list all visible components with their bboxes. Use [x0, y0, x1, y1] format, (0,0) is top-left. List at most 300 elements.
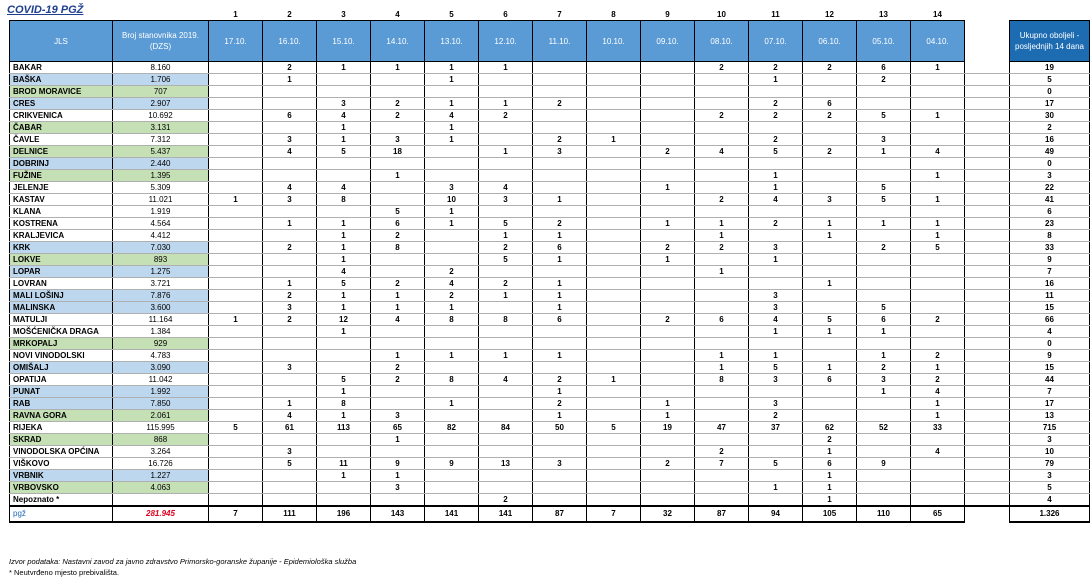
case-count-cell	[911, 278, 965, 290]
case-count-cell	[641, 86, 695, 98]
table-row	[10, 314, 1090, 326]
case-count-cell: 1	[533, 290, 587, 302]
case-count-cell: 8	[479, 314, 533, 326]
case-count-cell: 2	[371, 278, 425, 290]
header-date: 11.10.	[533, 21, 587, 62]
table-row	[10, 206, 1090, 218]
case-count-cell	[695, 182, 749, 194]
municipality-name: KRALJEVICA	[10, 230, 113, 242]
day-number: 4	[395, 9, 400, 19]
case-count-cell: 2	[263, 62, 317, 74]
table-row	[10, 74, 1090, 86]
case-count-cell	[209, 122, 263, 134]
case-count-cell	[857, 158, 911, 170]
case-count-cell: 1	[425, 98, 479, 110]
case-count-cell: 5	[317, 278, 371, 290]
case-count-cell	[803, 134, 857, 146]
sum-count-cell: 7	[209, 506, 263, 522]
case-count-cell	[911, 254, 965, 266]
case-count-cell	[263, 170, 317, 182]
municipality-name: CRES	[10, 98, 113, 110]
case-count-cell	[641, 338, 695, 350]
sum-total: 1.326	[1010, 506, 1090, 522]
case-count-cell: 3	[803, 194, 857, 206]
case-count-cell	[749, 230, 803, 242]
municipality-name: MATULJI	[10, 314, 113, 326]
case-count-cell	[479, 434, 533, 446]
case-count-cell: 1	[209, 314, 263, 326]
case-count-cell	[587, 206, 641, 218]
case-count-cell	[857, 230, 911, 242]
case-count-cell	[371, 446, 425, 458]
population-cell: 5.309	[113, 182, 209, 194]
municipality-name: KASTAV	[10, 194, 113, 206]
case-count-cell: 47	[695, 422, 749, 434]
case-count-cell	[263, 230, 317, 242]
case-count-cell	[209, 398, 263, 410]
case-count-cell: 6	[533, 314, 587, 326]
case-count-cell	[209, 134, 263, 146]
case-count-cell	[371, 266, 425, 278]
case-count-cell: 3	[263, 134, 317, 146]
case-count-cell	[425, 434, 479, 446]
case-count-cell	[911, 302, 965, 314]
case-count-cell	[263, 158, 317, 170]
case-count-cell	[425, 338, 479, 350]
case-count-cell: 4	[911, 146, 965, 158]
population-cell: 4.564	[113, 218, 209, 230]
total-cell: 41	[1010, 194, 1090, 206]
total-cell: 715	[1010, 422, 1090, 434]
population-cell: 4.783	[113, 350, 209, 362]
case-count-cell: 6	[263, 110, 317, 122]
total-cell: 4	[1010, 326, 1090, 338]
case-count-cell	[803, 122, 857, 134]
total-cell: 44	[1010, 374, 1090, 386]
municipality-name: CRIKVENICA	[10, 110, 113, 122]
case-count-cell	[641, 362, 695, 374]
case-count-cell	[263, 386, 317, 398]
day-number: 5	[449, 9, 454, 19]
case-count-cell	[695, 398, 749, 410]
sum-count-cell: 87	[695, 506, 749, 522]
municipality-name: KOSTRENA	[10, 218, 113, 230]
case-count-cell	[209, 182, 263, 194]
case-count-cell	[263, 374, 317, 386]
case-count-cell	[749, 434, 803, 446]
case-count-cell	[479, 74, 533, 86]
case-count-cell: 6	[857, 314, 911, 326]
case-count-cell	[911, 266, 965, 278]
population-cell: 11.021	[113, 194, 209, 206]
case-count-cell: 2	[803, 146, 857, 158]
total-cell: 0	[1010, 86, 1090, 98]
case-count-cell	[479, 338, 533, 350]
municipality-name: RIJEKA	[10, 422, 113, 434]
case-count-cell: 1	[749, 182, 803, 194]
case-count-cell	[641, 386, 695, 398]
case-count-cell	[695, 254, 749, 266]
case-count-cell	[209, 278, 263, 290]
case-count-cell: 8	[371, 242, 425, 254]
header-row	[10, 21, 1090, 62]
population-cell: 4.412	[113, 230, 209, 242]
case-count-cell: 2	[749, 62, 803, 74]
table-row	[10, 458, 1090, 470]
case-count-cell	[371, 386, 425, 398]
population-cell: 8.160	[113, 62, 209, 74]
case-count-cell: 1	[533, 410, 587, 422]
table-row	[10, 278, 1090, 290]
case-count-cell	[695, 278, 749, 290]
case-count-cell: 1	[911, 194, 965, 206]
case-count-cell	[641, 494, 695, 507]
case-count-cell: 1	[695, 350, 749, 362]
total-cell: 4	[1010, 494, 1090, 507]
municipality-name: BAŠKA	[10, 74, 113, 86]
case-count-cell	[209, 458, 263, 470]
case-count-cell	[209, 494, 263, 507]
table-row	[10, 470, 1090, 482]
case-count-cell	[425, 362, 479, 374]
case-count-cell: 1	[425, 62, 479, 74]
case-count-cell: 1	[371, 470, 425, 482]
case-count-cell: 1	[533, 230, 587, 242]
municipality-name: BAKAR	[10, 62, 113, 74]
case-count-cell	[857, 470, 911, 482]
case-count-cell	[533, 86, 587, 98]
case-count-cell	[749, 470, 803, 482]
table-row	[10, 170, 1090, 182]
case-count-cell	[587, 362, 641, 374]
case-count-cell	[479, 386, 533, 398]
case-count-cell: 2	[533, 134, 587, 146]
table-row	[10, 194, 1090, 206]
municipality-name: ČAVLE	[10, 134, 113, 146]
case-count-cell	[695, 338, 749, 350]
population-cell: 7.850	[113, 398, 209, 410]
case-count-cell: 1	[317, 386, 371, 398]
case-count-cell	[587, 338, 641, 350]
case-count-cell: 1	[371, 290, 425, 302]
case-count-cell	[587, 290, 641, 302]
case-count-cell: 3	[749, 374, 803, 386]
case-count-cell: 33	[911, 422, 965, 434]
case-count-cell	[749, 158, 803, 170]
case-count-cell: 1	[911, 362, 965, 374]
page-title: COVID-19 PGŽ	[7, 4, 84, 16]
municipality-name: DOBRINJ	[10, 158, 113, 170]
municipality-name: MRKOPALJ	[10, 338, 113, 350]
case-count-cell	[641, 326, 695, 338]
case-count-cell	[911, 158, 965, 170]
case-count-cell: 5	[857, 110, 911, 122]
case-count-cell: 2	[749, 134, 803, 146]
total-cell: 23	[1010, 218, 1090, 230]
case-count-cell: 4	[263, 410, 317, 422]
case-count-cell	[317, 338, 371, 350]
case-count-cell	[209, 386, 263, 398]
case-count-cell: 1	[317, 302, 371, 314]
case-count-cell	[695, 494, 749, 507]
case-count-cell	[803, 386, 857, 398]
case-count-cell	[803, 170, 857, 182]
case-count-cell: 37	[749, 422, 803, 434]
table-row	[10, 110, 1090, 122]
case-count-cell	[641, 482, 695, 494]
case-count-cell: 2	[857, 242, 911, 254]
table-row	[10, 242, 1090, 254]
case-count-cell: 2	[425, 266, 479, 278]
case-count-cell: 4	[911, 446, 965, 458]
case-count-cell: 5	[209, 422, 263, 434]
case-count-cell	[857, 266, 911, 278]
sum-population: 281.945	[113, 506, 209, 522]
case-count-cell	[263, 206, 317, 218]
sum-count-cell: 32	[641, 506, 695, 522]
case-count-cell	[263, 326, 317, 338]
population-cell: 1.395	[113, 170, 209, 182]
case-count-cell: 2	[749, 218, 803, 230]
table-row	[10, 446, 1090, 458]
case-count-cell: 2	[695, 194, 749, 206]
header-date: 12.10.	[479, 21, 533, 62]
population-cell: 2.061	[113, 410, 209, 422]
case-count-cell: 1	[425, 122, 479, 134]
case-count-cell: 1	[803, 326, 857, 338]
case-count-cell: 2	[371, 374, 425, 386]
case-count-cell: 1	[479, 290, 533, 302]
case-count-cell	[641, 374, 695, 386]
case-count-cell	[533, 158, 587, 170]
case-count-cell	[209, 410, 263, 422]
case-count-cell	[209, 326, 263, 338]
case-count-cell: 4	[749, 194, 803, 206]
case-count-cell	[641, 350, 695, 362]
case-count-cell: 1	[695, 266, 749, 278]
municipality-name: OMIŠALJ	[10, 362, 113, 374]
case-count-cell	[803, 350, 857, 362]
total-cell: 13	[1010, 410, 1090, 422]
case-count-cell: 1	[857, 350, 911, 362]
case-count-cell: 1	[803, 482, 857, 494]
case-count-cell	[641, 158, 695, 170]
case-count-cell: 2	[911, 374, 965, 386]
municipality-name: LOVRAN	[10, 278, 113, 290]
case-count-cell: 5	[749, 146, 803, 158]
case-count-cell: 1	[911, 62, 965, 74]
case-count-cell: 1	[803, 494, 857, 507]
case-count-cell: 1	[533, 302, 587, 314]
case-count-cell	[209, 242, 263, 254]
case-count-cell	[587, 398, 641, 410]
case-count-cell	[533, 122, 587, 134]
municipality-name: BROD MORAVICE	[10, 86, 113, 98]
day-number: 1	[233, 9, 238, 19]
case-count-cell	[371, 326, 425, 338]
case-count-cell	[209, 158, 263, 170]
case-count-cell: 8	[317, 194, 371, 206]
case-count-cell: 3	[263, 194, 317, 206]
case-count-cell	[533, 434, 587, 446]
case-count-cell: 5	[911, 242, 965, 254]
header-date: 04.10.	[911, 21, 965, 62]
case-count-cell	[587, 254, 641, 266]
case-count-cell: 62	[803, 422, 857, 434]
case-count-cell	[749, 338, 803, 350]
header-date: 14.10.	[371, 21, 425, 62]
case-count-cell: 1	[263, 218, 317, 230]
case-count-cell: 3	[371, 134, 425, 146]
sum-count-cell: 105	[803, 506, 857, 522]
population-cell: 2.440	[113, 158, 209, 170]
table-row	[10, 290, 1090, 302]
table-row	[10, 374, 1090, 386]
header-jls: JLS	[10, 21, 113, 62]
case-count-cell: 2	[857, 362, 911, 374]
case-count-cell	[749, 386, 803, 398]
case-count-cell: 4	[479, 374, 533, 386]
header-date: 10.10.	[587, 21, 641, 62]
case-count-cell	[641, 122, 695, 134]
case-count-cell: 1	[911, 398, 965, 410]
case-count-cell	[695, 134, 749, 146]
case-count-cell: 1	[317, 254, 371, 266]
sum-count-cell: 196	[317, 506, 371, 522]
header-total: Ukupno oboljeli - posljednjih 14 dana	[1010, 21, 1090, 62]
case-count-cell: 1	[749, 170, 803, 182]
case-count-cell	[479, 398, 533, 410]
case-count-cell	[263, 86, 317, 98]
case-count-cell	[263, 254, 317, 266]
case-count-cell: 1	[911, 218, 965, 230]
case-count-cell: 3	[533, 146, 587, 158]
case-count-cell: 6	[371, 218, 425, 230]
case-count-cell: 2	[641, 314, 695, 326]
case-count-cell	[911, 206, 965, 218]
case-count-cell: 1	[857, 146, 911, 158]
case-count-cell: 4	[911, 386, 965, 398]
case-count-cell: 4	[317, 110, 371, 122]
case-count-cell	[263, 494, 317, 507]
case-count-cell	[587, 314, 641, 326]
case-count-cell: 1	[317, 218, 371, 230]
sum-count-cell: 110	[857, 506, 911, 522]
case-count-cell	[317, 494, 371, 507]
case-count-cell: 5	[317, 146, 371, 158]
table-row	[10, 302, 1090, 314]
case-count-cell: 1	[749, 482, 803, 494]
case-count-cell: 2	[803, 434, 857, 446]
table-row	[10, 230, 1090, 242]
case-count-cell	[857, 482, 911, 494]
case-count-cell	[587, 458, 641, 470]
case-count-cell: 1	[317, 470, 371, 482]
case-count-cell	[749, 266, 803, 278]
case-count-cell	[857, 170, 911, 182]
case-count-cell	[857, 338, 911, 350]
case-count-cell: 5	[803, 314, 857, 326]
case-count-cell	[533, 182, 587, 194]
total-cell: 15	[1010, 302, 1090, 314]
case-count-cell	[587, 266, 641, 278]
case-count-cell: 7	[695, 458, 749, 470]
total-cell: 7	[1010, 386, 1090, 398]
case-count-cell: 5	[479, 254, 533, 266]
case-count-cell	[479, 206, 533, 218]
case-count-cell	[425, 146, 479, 158]
case-count-cell: 2	[641, 458, 695, 470]
header-date: 16.10.	[263, 21, 317, 62]
case-count-cell	[749, 86, 803, 98]
population-cell: 929	[113, 338, 209, 350]
case-count-cell	[263, 470, 317, 482]
case-count-cell	[803, 266, 857, 278]
case-count-cell: 2	[533, 374, 587, 386]
case-count-cell: 1	[533, 350, 587, 362]
case-count-cell: 1	[263, 398, 317, 410]
case-count-cell	[317, 170, 371, 182]
municipality-name: PUNAT	[10, 386, 113, 398]
table-row	[10, 410, 1090, 422]
case-count-cell	[479, 122, 533, 134]
case-count-cell: 8	[425, 314, 479, 326]
case-count-cell	[371, 494, 425, 507]
case-count-cell: 52	[857, 422, 911, 434]
case-count-cell	[263, 266, 317, 278]
total-cell: 11	[1010, 290, 1090, 302]
case-count-cell	[209, 470, 263, 482]
population-cell: 7.876	[113, 290, 209, 302]
case-count-cell: 6	[533, 242, 587, 254]
case-count-cell: 1	[803, 278, 857, 290]
case-count-cell: 6	[803, 374, 857, 386]
population-cell: 868	[113, 434, 209, 446]
case-count-cell	[587, 482, 641, 494]
table-row	[10, 434, 1090, 446]
municipality-name: DELNICE	[10, 146, 113, 158]
case-count-cell	[425, 410, 479, 422]
case-count-cell: 5	[587, 422, 641, 434]
population-cell: 3.600	[113, 302, 209, 314]
case-count-cell	[371, 158, 425, 170]
case-count-cell	[533, 482, 587, 494]
population-cell: 7.312	[113, 134, 209, 146]
day-number: 9	[665, 9, 670, 19]
case-count-cell: 2	[641, 242, 695, 254]
case-count-cell	[479, 302, 533, 314]
case-count-cell: 3	[317, 98, 371, 110]
case-count-cell: 4	[263, 182, 317, 194]
total-cell: 3	[1010, 470, 1090, 482]
municipality-name: MALINSKA	[10, 302, 113, 314]
case-count-cell: 5	[317, 374, 371, 386]
case-count-cell	[587, 122, 641, 134]
case-count-cell	[695, 206, 749, 218]
table-row	[10, 326, 1090, 338]
case-count-cell	[911, 482, 965, 494]
case-count-cell: 65	[371, 422, 425, 434]
population-cell: 16.726	[113, 458, 209, 470]
case-count-cell	[695, 410, 749, 422]
case-count-cell: 2	[263, 242, 317, 254]
case-count-cell: 61	[263, 422, 317, 434]
case-count-cell	[695, 326, 749, 338]
case-count-cell: 1	[533, 194, 587, 206]
case-count-cell: 1	[911, 230, 965, 242]
case-count-cell	[317, 362, 371, 374]
case-count-cell: 1	[425, 350, 479, 362]
